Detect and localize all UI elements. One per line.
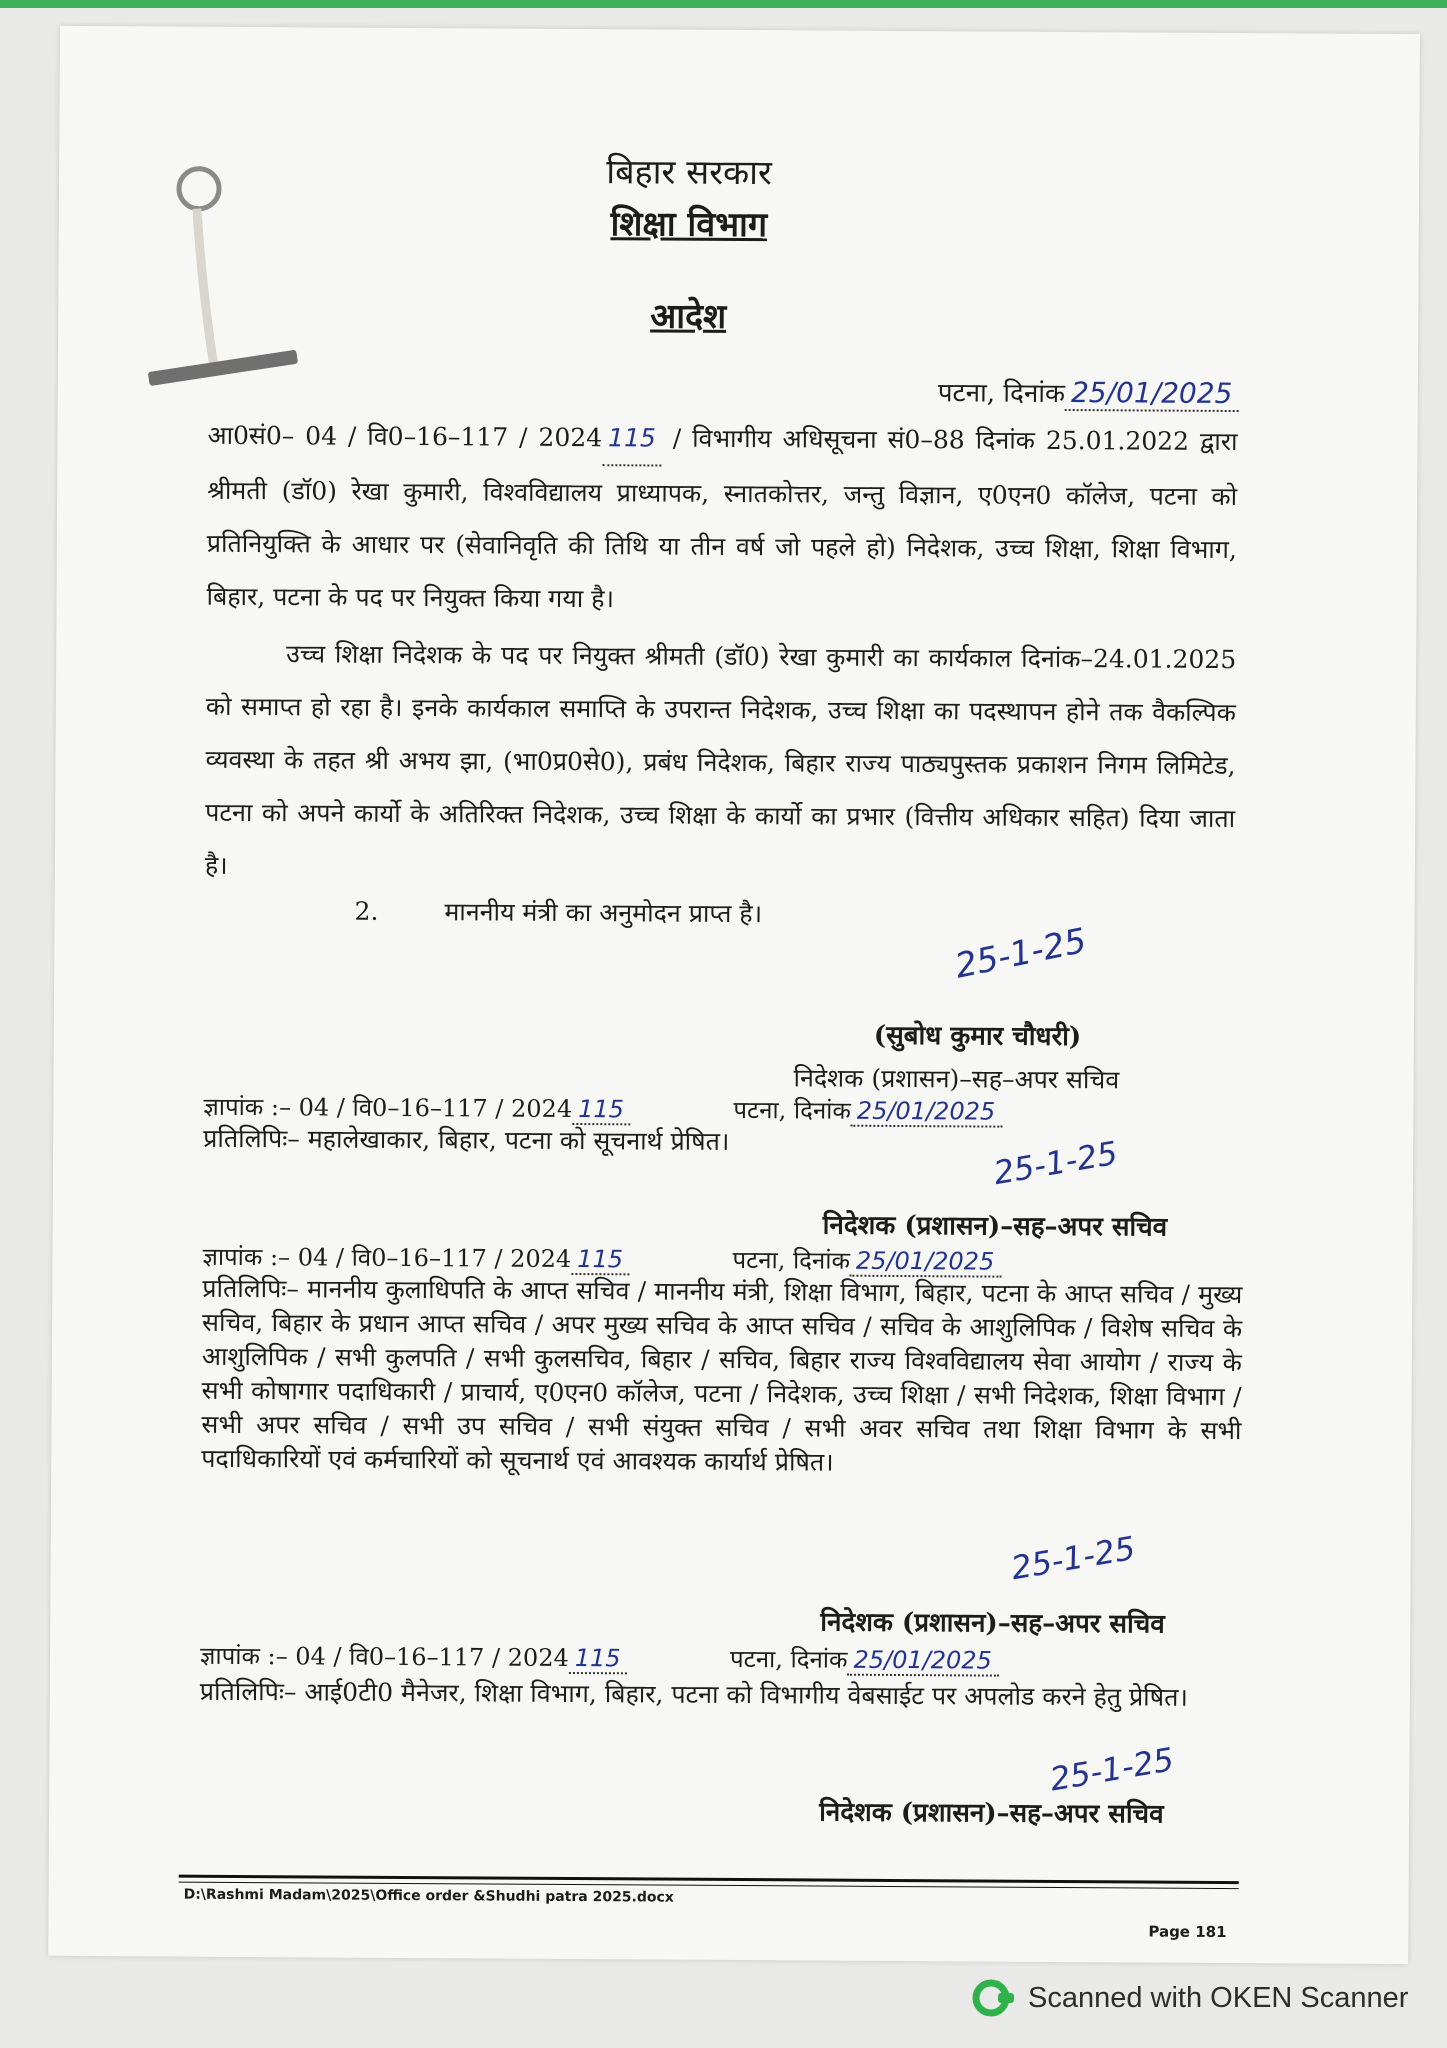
scanner-watermark (972, 1976, 1408, 2020)
copy-2-date (732, 1243, 1002, 1278)
oken-scanner-logo-icon (972, 1976, 1016, 2020)
order-ref-handwritten: 115 (602, 411, 662, 466)
order-point-2 (355, 894, 763, 930)
copy-2-memo (202, 1240, 629, 1276)
copy-2-sign-designation: निदेशक (प्रशासन)–सह–अपर सचिव (820, 1607, 1165, 1640)
copy-1-text: प्रतिलिपिः– महालेखाकार, बिहार, पटना को सूचनार्थ प्रेषित। (203, 1123, 730, 1156)
department-name: शिक्षा विभाग (610, 204, 768, 246)
treasury-tag-icon (118, 156, 309, 397)
memo-handwritten: 115 (569, 1644, 627, 1674)
scan-top-edge (0, 0, 1447, 8)
memo-number: 04 / वि0–16–117 / 2024 (298, 1093, 573, 1123)
footer-page-number: Page 181 (1148, 1922, 1227, 1942)
order-date-handwritten: 25/01/2025 (1065, 376, 1239, 412)
order-para2-text: उच्च शिक्षा निदेशक के पद पर नियुक्त श्रीमती (डॉ0) रेखा कुमारी का कार्यकाल दिनांक–24.01.2025 को समाप्त हो रहा है। इनके कार्यकाल समाप्ति के उपरान्त निदेशक, उच्च शिक्षा का पदस्थापन होने तक वैकल्पिक व्यवस्था के तहत श्री अभय झा, (भा0प्र0से0), प्रबंध निदेशक, बिहार राज्य पाठ्यपुस्तक प्रकाशन निगम लिमिटेड, पटना को अपने कार्यो के अतिरिक्त निदेशक, उच्च शिक्षा के कार्यो का प्रभार (वित्तीय अधिकार सहित) दिया जाता है। (204, 639, 1237, 880)
copy-1-sign-designation: निदेशक (प्रशासन)–सह–अपर सचिव (822, 1210, 1168, 1243)
point-text: माननीय मंत्री का अनुमोदन प्राप्त है। (444, 897, 763, 929)
memo-number: 04 / वि0–16–117 / 2024 (295, 1642, 569, 1672)
copy-2-initials: 25-1-25 (1008, 1528, 1138, 1588)
order-ref-number: 04 / वि0–16–117 / 2024 (305, 421, 603, 453)
order-ref-prefix: आ0सं0– (207, 420, 295, 451)
date-handwritten: 25/01/2025 (847, 1646, 999, 1677)
copy-1-memo (203, 1090, 630, 1126)
signature-initials: 25-1-25 (951, 920, 1090, 987)
memo-label: ज्ञापांक :– (202, 1242, 291, 1272)
govt-name: बिहार सरकार (606, 152, 772, 194)
order-date-label: पटना, दिनांक (937, 378, 1066, 409)
document-page (48, 26, 1420, 1964)
copy-1-date (733, 1093, 1003, 1128)
memo-handwritten: 115 (571, 1245, 629, 1275)
copy-1-initials: 25-1-25 (990, 1133, 1121, 1193)
order-date (938, 373, 1239, 412)
date-label: पटना, दिनांक (733, 1095, 851, 1125)
order-para1-text: / विभागीय अधिसूचना सं0–88 दिनांक 25.01.2022 द्वारा श्रीमती (डॉ0) रेखा कुमारी, विश्वविद्यालय प्राध्यापक, स्नातकोत्तर, जन्तु विज्ञान, ए0एन0 कॉलेज, पटना को प्रतिनियुक्ति के आधार पर (सेवानिवृति की तिथि या तीन वर्ष जो पहले हो) निदेशक, उच्च शिक्षा, शिक्षा विभाग, बिहार, पटना के पद पर नियुक्त किया गया है। (206, 423, 1238, 614)
scanner-text: Scanned with OKEN Scanner (1028, 1981, 1409, 2014)
order-paragraph-2 (205, 627, 1237, 898)
copy-3-sign-designation: निदेशक (प्रशासन)–सह–अपर सचिव (819, 1797, 1164, 1830)
copy-3-memo (200, 1639, 627, 1675)
copy-2-text: प्रतिलिपिः– माननीय कुलाधिपति के आप्त सचिव / माननीय मंत्री, शिक्षा विभाग, बिहार, पटना के आप्त सचिव / मुख्य सचिव, बिहार के प्रधान आप्त सचिव / अपर मुख्य सचिव के आप्त सचिव / सचिव के आशुलिपिक / विशेष सचिव के आशुलिपिक / सभी कुलपति / सभी कुलसचिव, बिहार / सचिव, बिहार राज्य विश्वविद्यालय सेवा आयोग / राज्य के सभी कोषागार पदाधिकारी / प्राचार्य, ए0एन0 कॉलेज, पटना / निदेशक, उच्च शिक्षा / सभी निदेशक, शिक्षा विभाग / सभी अपर सचिव / सभी उप सचिव / सभी संयुक्त सचिव / सभी अवर सचिव तथा शिक्षा विभाग के सभी पदाधिकारियों एवं कर्मचारियों को सूचनार्थ एवं आवश्यक कार्यार्थ प्रेषित। (201, 1273, 1243, 1477)
memo-number: 04 / वि0–16–117 / 2024 (297, 1243, 572, 1273)
memo-label: ज्ञापांक :– (199, 1641, 288, 1671)
copy-3-initials: 25-1-25 (1047, 1740, 1177, 1799)
date-handwritten: 25/01/2025 (851, 1097, 1003, 1128)
page-title: आदेश (650, 296, 727, 337)
copy-3-date (730, 1642, 1000, 1677)
footer-file-path: D:\Rashmi Madam\2025\Office order &Shudhi patra 2025.docx (183, 1886, 674, 1906)
copy-3-text: प्रतिलिपिः– आई0टी0 मैनेजर, शिक्षा विभाग, बिहार, पटना को विभागीय वेबसाईट पर अपलोड करने हेतु प्रेषित। (199, 1676, 1188, 1712)
memo-handwritten: 115 (572, 1095, 630, 1125)
date-label: पटना, दिनांक (732, 1245, 851, 1275)
signatory-name: (सुबोध कुमार चौधरी) (873, 1020, 1082, 1053)
date-label: पटना, दिनांक (729, 1644, 848, 1674)
signatory-designation: निदेशक (प्रशासन)–सह–अपर सचिव (793, 1063, 1120, 1095)
point-number: 2. (354, 896, 379, 926)
memo-label: ज्ञापांक :– (203, 1092, 292, 1122)
date-handwritten: 25/01/2025 (850, 1247, 1002, 1278)
order-paragraph-1 (206, 409, 1237, 629)
